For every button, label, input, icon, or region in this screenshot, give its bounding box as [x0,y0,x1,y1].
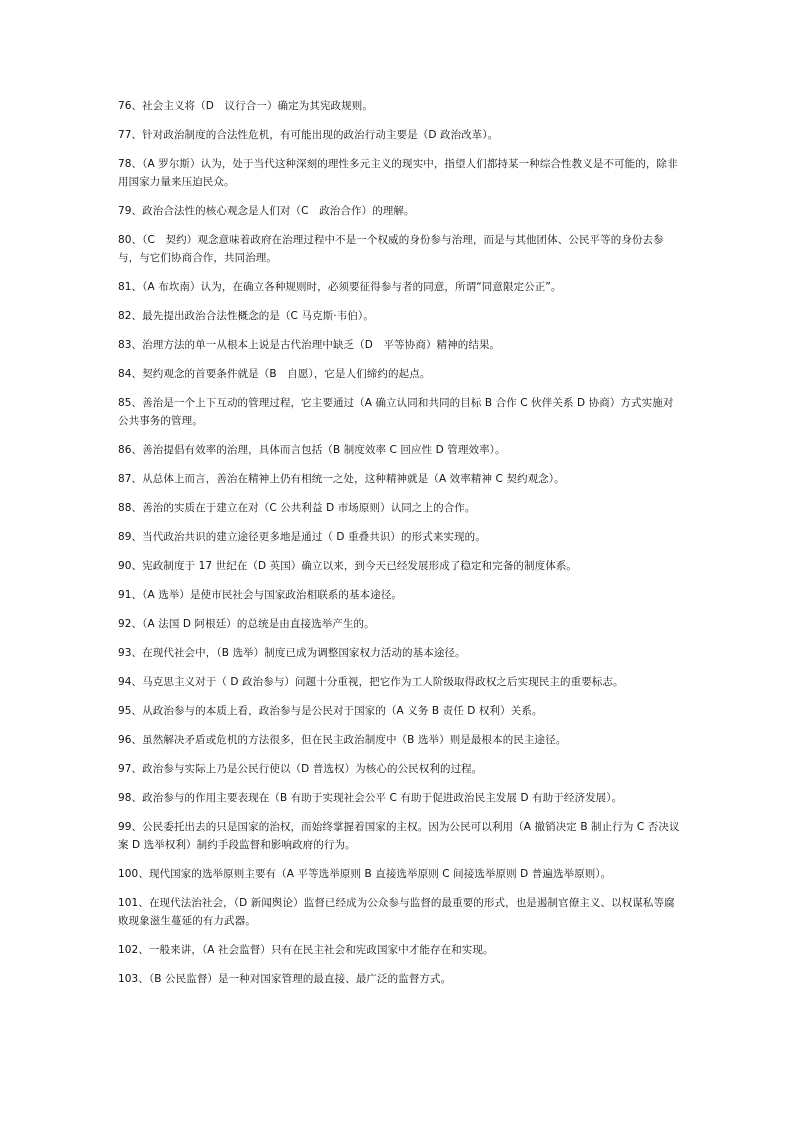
question-98: 98、政治参与的作用主要表现在（B 有助于实现社会公平 C 有助于促进政治民主发展 D 有助于经济发展）。 [118,792,623,804]
question-99: 99、公民委托出去的只是国家的治权，而始终掌握着国家的主权。因为公民可以利用（A 撤销决定 B 制止行为 C 否决议案 D 选举权利）制约手段监督和影响政府的行为。 [118,821,680,851]
question-102: 102、一般来讲，（A 社会监督）只有在民主社会和宪政国家中才能存在和实现。 [118,944,494,956]
question-81: 81、（A 布坎南）认为，在确立各种规则时，必须要征得参与者的同意，所谓“同意限定公正”。 [118,281,562,293]
question-93: 93、在现代社会中，（B 选举）制度已成为调整国家权力活动的基本途径。 [118,647,466,659]
question-82: 82、最先提出政治合法性概念的是（C 马克斯·韦伯）。 [118,310,374,322]
question-84: 84、契约观念的首要条件就是（B 自愿），它是人们缔约的起点。 [118,368,431,380]
question-90: 90、宪政制度于 17 世纪在（D 英国）确立以来，到今天已经发展形成了稳定和完备的制度体系。 [118,560,578,572]
question-95: 95、从政治参与的本质上看，政治参与是公民对于国家的（A 义务 B 责任 D 权利）关系。 [118,705,543,717]
question-list [118,97,684,999]
question-85: 85、善治是一个上下互动的管理过程，它主要通过（A 确立认同和共同的目标 B 合作 C 伙伴关系 D 协商）方式实施对公共事务的管理。 [118,397,674,427]
question-79: 79、政治合法性的核心观念是人们对（C 政治合作）的理解。 [118,205,415,217]
question-96: 96、虽然解决矛盾或危机的方法很多，但在民主政治制度中（B 选举）则是最根本的民主途径。 [118,734,567,746]
question-97: 97、政治参与实际上乃是公民行使以（D 普选权）为核心的公民权利的过程。 [118,763,483,775]
question-87: 87、从总体上而言，善治在精神上仍有相统一之处，这种精神就是（A 效率精神 C 契约观念）。 [118,473,565,485]
question-89: 89、当代政治共识的建立途径更多地是通过（ D 重叠共识）的形式来实现的。 [118,531,486,543]
question-101: 101、在现代法治社会，（D 新闻舆论）监督已经成为公众参与监督的最重要的形式，也是遏制官僚主义、以权谋私等腐败现象滋生蔓延的有力武器。 [118,897,675,927]
question-77: 77、针对政治制度的合法性危机，有可能出现的政治行动主要是（D 政治改革）。 [118,129,499,141]
question-91: 91、（A 选举）是使市民社会与国家政治相联系的基本途径。 [118,589,403,601]
question-86: 86、善治提倡有效率的治理，具体而言包括（B 制度效率 C 回应性 D 管理效率）。 [118,444,506,456]
question-100: 100、现代国家的选举原则主要有（A 平等选举原则 B 直接选举原则 C 间接选举原则 D 普遍选举原则）。 [118,868,612,880]
question-83: 83、治理方法的单一从根本上说是古代治理中缺乏（D 平等协商）精神的结果。 [118,339,501,351]
question-94: 94、马克思主义对于（ D 政治参与）问题十分重视，把它作为工人阶级取得政权之后实现民主的重要标志。 [118,676,624,688]
question-80: 80、（C 契约）观念意味着政府在治理过程中不是一个权威的身份参与治理，而是与其他团体、公民平等的身份去参与，与它们协商合作，共同治理。 [118,234,664,264]
question-88: 88、善治的实质在于建立在对（C 公共利益 D 市场原则）认同之上的合作。 [118,502,476,514]
question-78: 78、（A 罗尔斯）认为，处于当代这种深刻的理性多元主义的现实中，指望人们都持某一种综合性教义是不可能的，除非用国家力量来压迫民众。 [118,158,678,188]
question-92: 92、（A 法国 D 阿根廷）的总统是由直接选举产生的。 [118,618,375,630]
question-103: 103、（B 公民监督）是一种对国家管理的最直接、最广泛的监督方式。 [118,973,452,985]
question-76: 76、社会主义将（D 议行合一）确定为其宪政规则。 [118,100,373,112]
